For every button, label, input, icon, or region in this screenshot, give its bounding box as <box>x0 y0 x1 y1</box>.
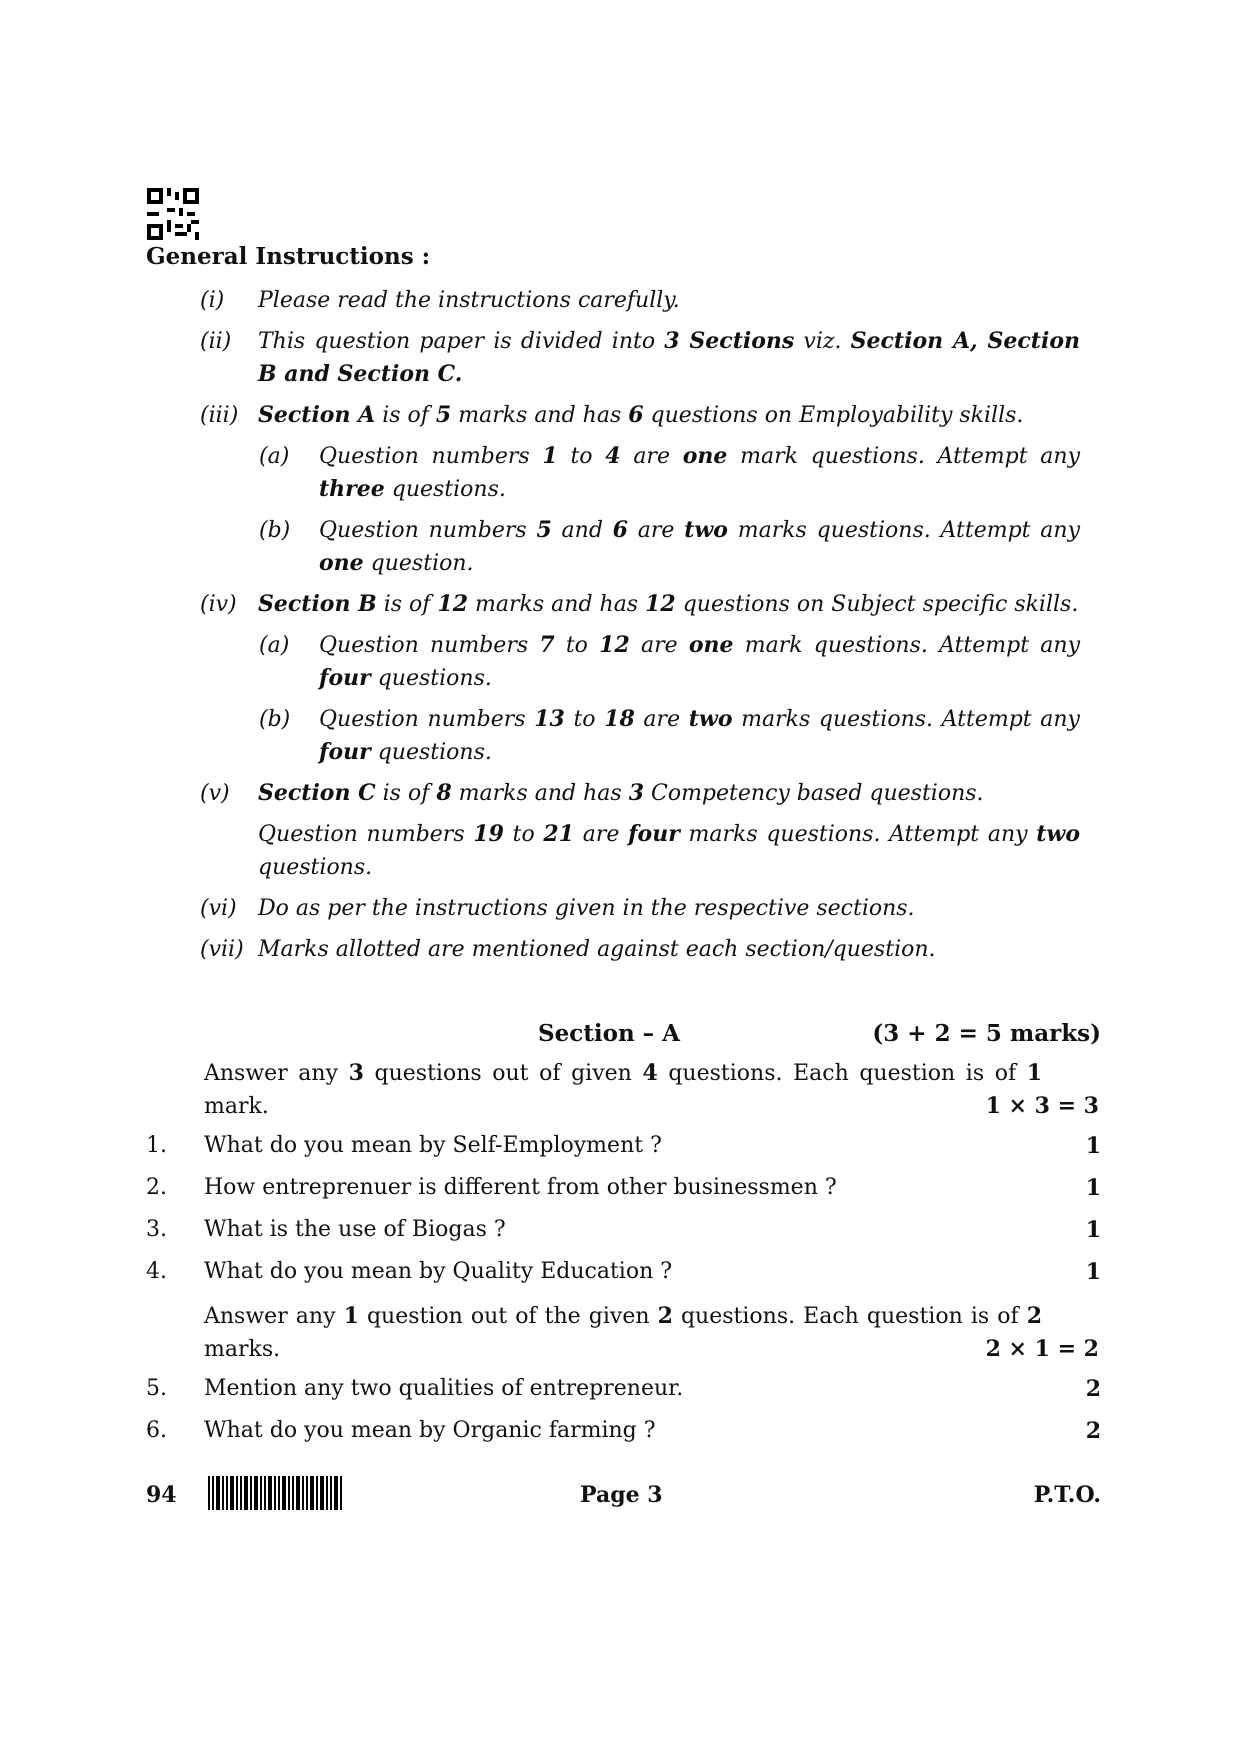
bold-text: 5 <box>536 517 552 543</box>
text-run: are <box>634 707 689 732</box>
text-run: questions on Employability skills. <box>643 403 1024 428</box>
text-run: to <box>564 707 605 732</box>
instruction-text <box>319 703 1080 769</box>
text-run: are <box>629 633 689 658</box>
text-run: questions. <box>384 477 506 502</box>
instruction-text <box>258 892 1080 925</box>
text-run: question out of the given <box>358 1304 658 1329</box>
instruction-text <box>319 440 1080 506</box>
text-run: question. <box>363 551 474 576</box>
text-run: marks and has <box>451 781 629 806</box>
text-run: marks questions. Attempt any <box>732 707 1080 732</box>
bold-text: one <box>682 443 728 469</box>
text-run: and <box>551 518 613 543</box>
instruction-text <box>258 818 1080 884</box>
bold-text: 21 <box>543 821 575 847</box>
bold-text: 7 <box>539 632 555 658</box>
text-run: marks and has <box>468 592 646 617</box>
text-run: are <box>620 444 683 469</box>
text-run: to <box>557 444 606 469</box>
instruction-text <box>258 777 1080 810</box>
bold-text: four <box>319 739 371 765</box>
bold-text: two <box>684 517 728 543</box>
bold-text: Section C <box>258 780 376 806</box>
page-number: Page 3 <box>580 1482 663 1508</box>
bold-text: three <box>319 476 385 502</box>
text-run: Competency based questions. <box>644 781 984 806</box>
text-run: Question numbers <box>319 633 540 658</box>
bold-number: 1 <box>1026 1060 1042 1086</box>
text-run: questions out of given <box>363 1061 643 1086</box>
text-run: marks and has <box>451 403 629 428</box>
bold-text: 6 <box>628 402 644 428</box>
text-run: marks questions. Attempt any <box>727 518 1080 543</box>
barcode-icon <box>208 1476 344 1510</box>
bold-text: 19 <box>473 821 504 847</box>
text-run: Do as per the instructions given in the respective sections. <box>258 896 915 921</box>
text-run: Answer any <box>204 1304 344 1329</box>
bold-text: four <box>628 821 680 847</box>
text-run: questions. <box>370 666 492 691</box>
text-run: Question numbers <box>319 518 537 543</box>
text-run: marks. <box>204 1337 281 1362</box>
instruction-text <box>258 933 1080 966</box>
text-run: Marks allotted are mentioned against each section/question. <box>258 937 936 962</box>
bold-text: one <box>688 632 734 658</box>
instruction-text <box>258 325 1080 391</box>
text-run: This question paper is divided into <box>258 329 665 354</box>
intro-marks: 2 × 1 = 2 <box>985 1336 1099 1362</box>
paper-code: 94 <box>146 1482 177 1508</box>
text-run: mark. <box>204 1094 269 1119</box>
text-run: is of <box>375 781 437 806</box>
bold-text: Section B <box>258 591 377 617</box>
text-run: are <box>574 822 629 847</box>
qr-code-icon <box>147 188 199 240</box>
text-run: are <box>627 518 685 543</box>
instruction-text <box>258 284 1080 317</box>
bold-text: Section A, Section B and Section C. <box>258 328 1080 387</box>
intro-marks: 1 × 3 = 3 <box>985 1093 1099 1119</box>
bold-text: one <box>319 550 364 576</box>
text-run: Please read the instructions carefully. <box>258 288 680 313</box>
bold-text: 18 <box>604 706 635 732</box>
bold-text: 13 <box>534 706 565 732</box>
text-run: Question numbers <box>258 822 474 847</box>
text-run: mark questions. Attempt any <box>733 633 1081 658</box>
bold-text: 1 <box>542 443 558 469</box>
section-marks: (3 + 2 = 5 marks) <box>872 1020 1101 1047</box>
bold-number: 4 <box>642 1060 658 1086</box>
text-run: questions. <box>258 855 373 880</box>
bold-text: 12 <box>645 591 676 617</box>
pto-label: P.T.O. <box>1033 1482 1101 1508</box>
bold-text: 3 Sections <box>664 328 795 354</box>
bold-text: 6 <box>612 517 628 543</box>
bold-text: 12 <box>599 632 630 658</box>
bold-text: 8 <box>436 780 452 806</box>
text-run: questions. <box>370 740 492 765</box>
bold-text: two <box>1036 821 1081 847</box>
bold-number: 2 <box>657 1303 673 1329</box>
text-run: questions. Each question is of <box>672 1304 1027 1329</box>
text-run: is of <box>375 403 436 428</box>
section-intro <box>204 1300 1099 1366</box>
bold-text: 4 <box>605 443 621 469</box>
text-run: to <box>554 633 600 658</box>
text-run: questions on Subject specific skills. <box>675 592 1079 617</box>
section-title: Section – A <box>538 1020 681 1047</box>
text-run: Question numbers <box>319 444 543 469</box>
bold-number: 3 <box>348 1060 364 1086</box>
instruction-text <box>258 588 1080 621</box>
bold-text: Section A <box>258 402 376 428</box>
text-run: viz. <box>794 329 851 354</box>
general-instructions-title: General Instructions : <box>146 243 431 270</box>
bold-text: two <box>688 706 733 732</box>
text-run: Answer any <box>204 1061 349 1086</box>
text-run: to <box>503 822 544 847</box>
bold-text: four <box>319 665 371 691</box>
bold-number: 2 <box>1026 1303 1042 1329</box>
instruction-text <box>319 629 1080 695</box>
instruction-text <box>258 399 1080 432</box>
text-run: Question numbers <box>319 707 535 732</box>
text-run: mark questions. Attempt any <box>727 444 1081 469</box>
bold-text: 3 <box>628 780 644 806</box>
instruction-text <box>319 514 1080 580</box>
text-run: is of <box>376 592 438 617</box>
text-run: marks questions. Attempt any <box>679 822 1037 847</box>
text-run: questions. Each question is of <box>657 1061 1027 1086</box>
bold-text: 5 <box>435 402 452 428</box>
bold-text: 12 <box>437 591 469 617</box>
section-intro <box>204 1057 1099 1123</box>
bold-number: 1 <box>343 1303 359 1329</box>
